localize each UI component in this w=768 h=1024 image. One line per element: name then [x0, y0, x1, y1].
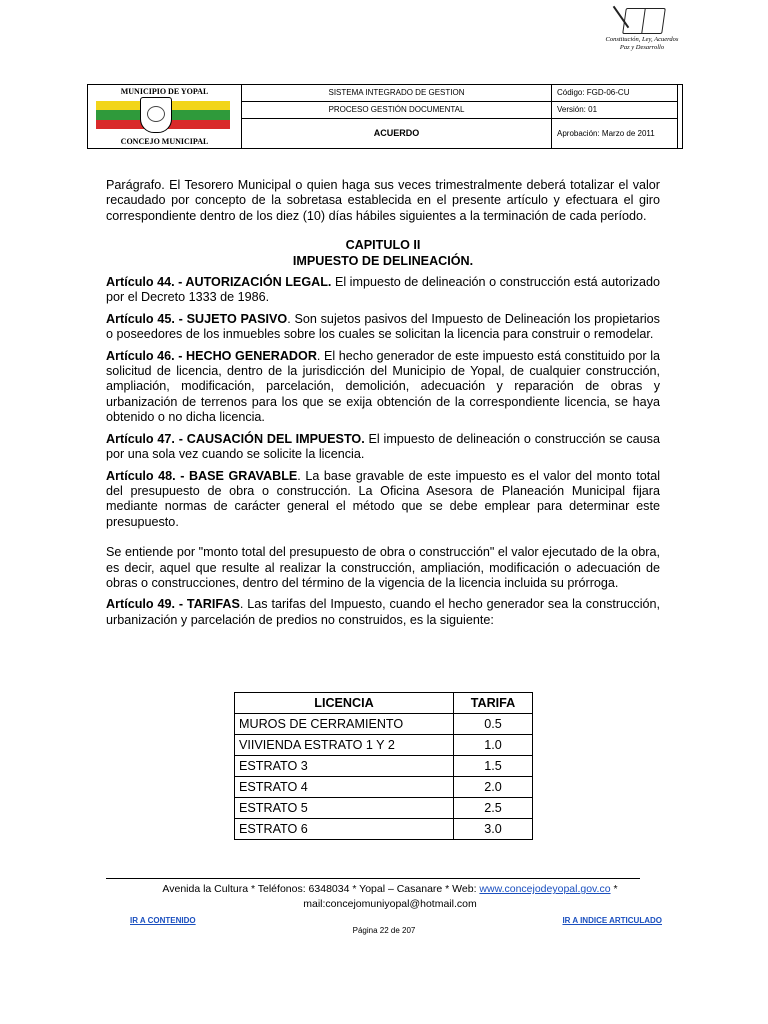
article-47-text: El impuesto de delineación o construcción se causa por una sola vez cuando se solicite la licencia.: [106, 431, 660, 462]
logo-bottom-text: CONCEJO MUNICIPAL: [120, 137, 209, 146]
document-header: [87, 84, 683, 149]
tarifa-cell: 2.5: [454, 798, 533, 819]
article-48-text: . La base gravable de este impuesto es el valor del monto total del presupuesto de obra o construcción. La Oficina Asesora de Planeación Municipal fijara mediante normas de carácter general el método que se debe emplear para determinar este presupuesto.: [106, 468, 661, 529]
footer-contact: [80, 883, 700, 895]
article-44-text: El impuesto de delineación o construcción está autorizado por el Decreto 1333 de 1986.: [106, 275, 660, 305]
shield-icon: [140, 97, 172, 133]
tarifa-cell: 0.5: [454, 714, 533, 735]
table-row: [235, 735, 533, 756]
article-48-heading: Artículo 48. - BASE GRAVABLE: [106, 468, 298, 483]
municipality-logo: [88, 85, 242, 148]
footer-address: Avenida la Cultura * Teléfonos: 6348034 * Yopal – Casanare * Web:: [162, 883, 480, 895]
table-row: [235, 819, 533, 840]
footer-divider: [106, 878, 640, 879]
footer-separator: *: [610, 883, 618, 895]
chapter-heading: [106, 238, 660, 269]
column-header-tarifa: TARIFA: [454, 693, 533, 714]
go-to-article-index-link[interactable]: IR A INDICE ARTICULADO: [562, 916, 662, 925]
seal-motto-line1: Constitución, Ley, Acuerdos: [605, 36, 679, 43]
article-49-heading: Artículo 49. - TARIFAS: [106, 597, 240, 612]
tarifa-cell: 1.0: [454, 735, 533, 756]
paragrafo: Parágrafo. El Tesorero Municipal o quien haga sus veces trimestralmente deberá totalizar el valor recaudado por concepto de la sobretasa establecida en el presente artículo y efectuara el giro correspondiente dentro de los diez (10) días hábiles siguientes a la terminación de cada período.: [106, 178, 660, 223]
doc-type: ACUERDO: [242, 119, 552, 148]
tarifa-cell: 3.0: [454, 819, 533, 840]
logo-top-text: MUNICIPIO DE YOPAL: [120, 87, 209, 96]
article-46-text: . El hecho generador de este impuesto está constituido por la solicitud de licencia, dentro de la jurisdicción del Municipio de Yopal, de cualquier construcción, ampliación, modificación, parcelación, demolición, adecuación y reparación de obras y urbanización de terrenos para los que se exija obtención de la correspondiente licencia, se haya obtenido o no dicha licencia.: [106, 348, 661, 425]
table-header-row: [235, 693, 533, 714]
table-row: [235, 777, 533, 798]
article-45: [106, 312, 660, 343]
article-45-heading: Artículo 45. - SUJETO PASIVO: [106, 311, 288, 326]
doc-approval: Aprobación: Marzo de 2011: [552, 119, 678, 148]
article-45-text: . Son sujetos pasivos del Impuesto de Delineación los propietarios o poseedores de los inmuebles sobre los cuales se solicitan la licencia para construir o remodelar.: [106, 311, 660, 342]
book-icon: [622, 8, 666, 34]
council-seal: [594, 4, 690, 59]
chapter-subtitle: IMPUESTO DE DELINEACIÓN.: [292, 253, 474, 268]
system-name: SISTEMA INTEGRADO DE GESTION: [242, 85, 552, 102]
document-body: [106, 178, 660, 634]
article-44: [106, 275, 660, 306]
seal-motto-line2: Paz y Desarrollo: [619, 44, 665, 51]
column-header-licencia: LICENCIA: [235, 693, 454, 714]
article-49: [106, 597, 660, 628]
process-name: PROCESO GESTIÓN DOCUMENTAL: [242, 102, 552, 119]
tarifa-cell: 1.5: [454, 756, 533, 777]
article-48-paragraph-2: Se entiende por "monto total del presupuesto de obra o construcción" el valor ejecutado de la obra, es decir, aquel que resulte al realizar la construcción, ampliación, modificación o adecuación de obras o construcciones, dentro del término de la vigencia de la licencia incluida su prórroga.: [106, 545, 660, 590]
licencia-cell: ESTRATO 4: [235, 777, 454, 798]
tarifa-cell: 2.0: [454, 777, 533, 798]
licencia-cell: ESTRATO 3: [235, 756, 454, 777]
table-row: [235, 798, 533, 819]
article-48: [106, 469, 660, 531]
table-row: [235, 756, 533, 777]
licencia-cell: VIIVIENDA ESTRATO 1 Y 2: [235, 735, 454, 756]
footer-email: mail:concejomuniyopal@hotmail.com: [303, 898, 477, 910]
licencia-cell: ESTRATO 5: [235, 798, 454, 819]
table-row: [235, 714, 533, 735]
article-49-text: . Las tarifas del Impuesto, cuando el hecho generador sea la construcción, urbanización y parcelación de predios no construidos, es la siguiente:: [106, 597, 660, 627]
page-number: Página 22 de 207: [352, 926, 416, 935]
licencia-cell: ESTRATO 6: [235, 819, 454, 840]
go-to-contents-link[interactable]: IR A CONTENIDO: [130, 916, 196, 925]
licencia-cell: MUROS DE CERRAMIENTO: [235, 714, 454, 735]
article-47-heading: Artículo 47. - CAUSACIÓN DEL IMPUESTO.: [106, 431, 365, 446]
article-46: [106, 349, 660, 426]
doc-code: Código: FGD-06-CU: [552, 85, 678, 102]
article-44-heading: Artículo 44. - AUTORIZACIÓN LEGAL.: [106, 275, 332, 290]
website-link[interactable]: www.concejodeyopal.gov.co: [479, 883, 611, 895]
tariff-table: [234, 692, 533, 840]
doc-version: Versión: 01: [552, 102, 678, 119]
chapter-title: CAPITULO II: [345, 238, 421, 253]
article-46-heading: Artículo 46. - HECHO GENERADOR: [106, 348, 317, 363]
article-47: [106, 432, 660, 463]
